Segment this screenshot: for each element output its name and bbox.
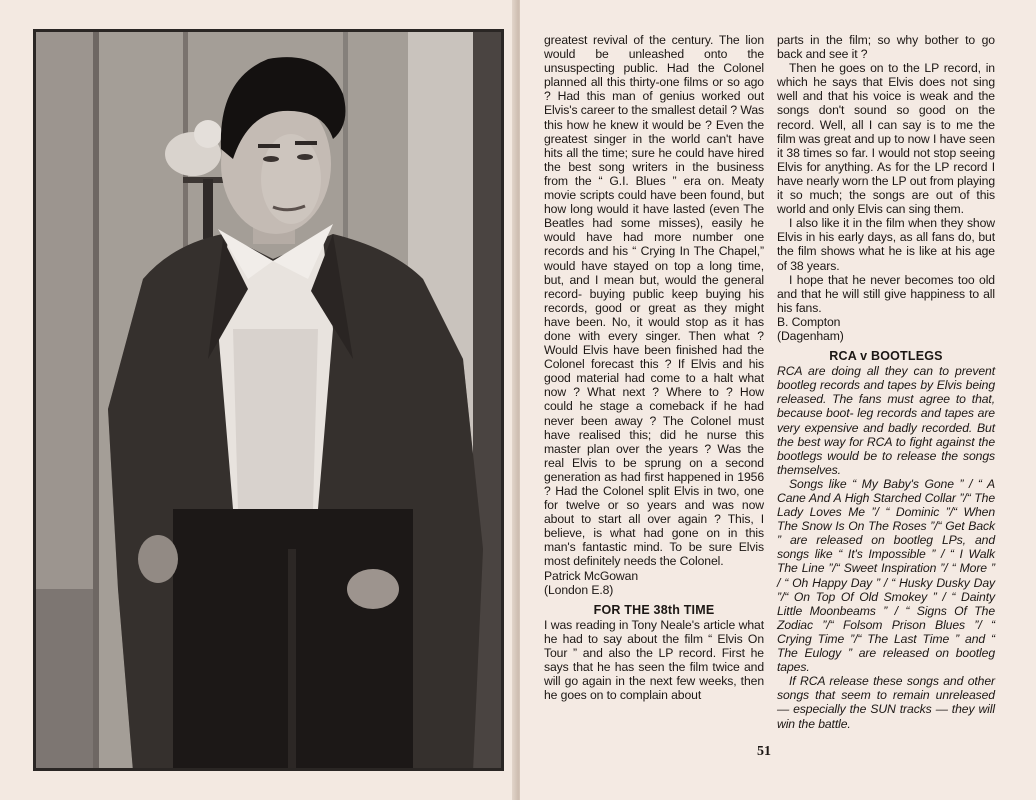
letter-compton-cont: parts in the film; so why bother to go back and see it ? xyxy=(777,33,995,62)
letter-compton-p4: I hope that he never becomes too old and that he will still give happiness to all his fans. xyxy=(777,272,995,315)
letter-compton-p2: Then he goes on to the LP record, in which he says that Elvis does not sing well and that his voice is weak and the songs don't sound so good on the record. Well, all I can say is to me the film was great and up to now I have seen it 38 times so far. I would not stop seeing Elvis for anything. As for the LP record I have nearly worn the LP out from playing it so much; the songs are out of this world and only Elvis can sing them. xyxy=(777,61,995,217)
bootlegs-p1: RCA are doing all they can to prevent bootleg records and tapes by Elvis being released. The fans must agree to that, because boot- leg records and tapes are very expensive and badly recorded. But the best way for RCA to fight against the bootlegs would be to release the songs themselves. xyxy=(777,364,995,477)
heading-rca-v-bootlegs: RCA v BOOTLEGS xyxy=(829,349,943,364)
letter-mcgowan-body: greatest revival of the century. The lion would be unleashed onto the unsuspecting public. Had the Colonel planned all this thirty-one films or so ago ? Had this man of genius worked out Elvis's career to the smallest detail ? Was this how he knew it would be ? Even the greatest singer in the world can't have hits all the time; sure he could have hired the best song writers in the business from the “ G.I. Blues ” era on. Meaty movie scripts could have been found, but how long would it have lasted (even The Beatles had some misses), easily he would have had more number one records and his “ Crying In The Chapel,” would have stayed on top a long time, but, and I mean but, would the general record- buying public keep buying his records, good or great as they might have been. No, it would stop as it has done with every singer. Then what ? Would Elvis have been finished had the Colonel forecast this ? If Elvis and his good material had come to a halt what now ? What next ? Where to ? How could he stage a comeback if he had never been away ? The Colonel must have realised this; did he nurse this master plan over the years ? Was the real Elvis to be sprung on a second generation as had first happened in 1956 ? Had the Colonel split Elvis in two, one for twelve or so years and was now about to start all over again ? This, I believe, is what had gone on in this man's fantastic mind. To be sure Elvis most definitely needs the Colonel. xyxy=(544,33,764,569)
left-page xyxy=(0,0,516,800)
page-number: 51 xyxy=(757,744,771,759)
bootlegs-p3: If RCA release these songs and other songs that seem to remain unreleased — especially the SUN tracks — they will win the battle. xyxy=(777,674,995,731)
letter-compton-start: I was reading in Tony Neale's article what he had to say about the film “ Elvis On Tour ” and also the LP record. First he says that he has seen the film twice and will go again in the next few weeks, then he goes on to complain about xyxy=(544,617,764,703)
signature-name: B. Compton xyxy=(777,314,841,329)
signature-name: Patrick McGowan xyxy=(544,568,638,583)
bootlegs-p2: Songs like “ My Baby's Gone ” / “ A Cane And A High Starched Collar ”/“ The Lady Loves Me ”/ “ Dominic ”/“ When The Snow Is On The Roses ”/“ Get Back ” are released on bootleg LPs, and songs like “ It's Impossible ” / “ I Walk The Line ”/“ Sweet Inspiration ”/ “ More ” / “ Oh Happy Day ” / “ Husky Dusky Day ”/“ On Top Of Old Smokey ” / “ Dainty Little Moonbeams ” / “ Signs Of The Zodiac ”/“ Folsom Prison Blues ”/ “ Crying Time ”/“ The Last Time ” and “ The Eulogy ” are released on bootleg tapes. xyxy=(777,476,995,675)
text-column-2 xyxy=(777,33,995,731)
heading-for-the-38th-time: FOR THE 38th TIME xyxy=(593,602,715,617)
text-column-1 xyxy=(544,33,764,702)
signature-place: (Dagenham) xyxy=(777,328,844,343)
letter-compton-p3: I also like it in the film when they show Elvis in his early days, as all fans do, but the film shows what he is like at his age of 38 years. xyxy=(777,216,995,273)
signature-place: (London E.8) xyxy=(544,582,614,597)
photo-elvis-portrait xyxy=(33,29,504,771)
